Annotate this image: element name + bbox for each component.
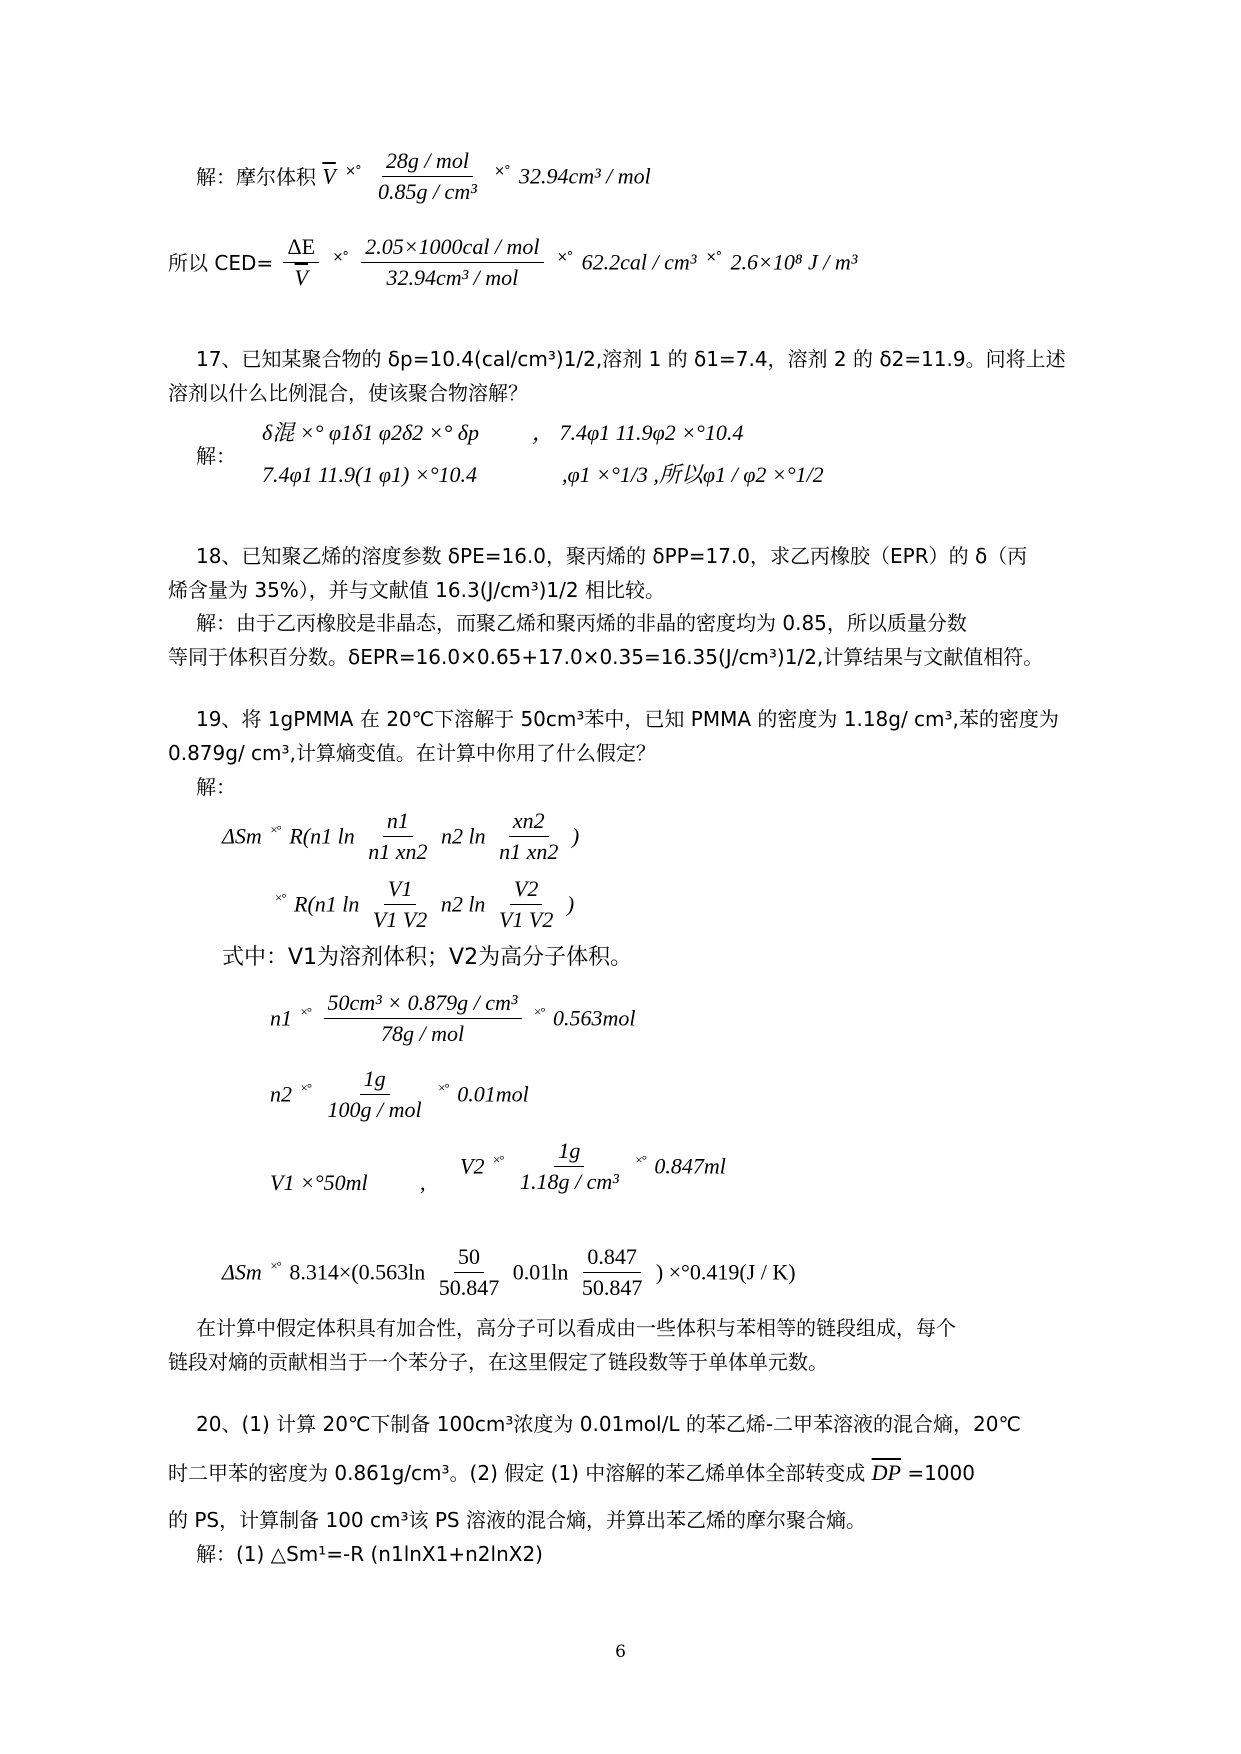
n1-equation xyxy=(270,990,636,1048)
fraction-numerator: V1 xyxy=(384,876,416,905)
equals-glyph: ×° xyxy=(300,1003,312,1019)
final-fraction-2 xyxy=(578,1244,647,1302)
q20-line-1: 20、(1) 计算 20℃下制备 100cm³浓度为 0.01mol/L 的苯乙烯-二甲苯溶液的混合熵，20℃ xyxy=(196,1412,1021,1436)
q18-line-2: 烯含量为 35%），并与文献值 16.3(J/cm³)1/2 相比较。 xyxy=(168,578,665,602)
equals-glyph: ×° xyxy=(270,1257,281,1273)
volume-fraction-2 xyxy=(495,876,557,934)
q20-line-3: 的 PS，计算制备 100 cm³该 PS 溶液的混合熵，并算出苯乙烯的摩尔聚合熵。 xyxy=(168,1508,866,1532)
fraction-numerator: 1g xyxy=(360,1066,390,1095)
molar-volume-result: 32.94cm³ / mol xyxy=(518,163,651,189)
n2-fraction xyxy=(324,1066,426,1124)
q17-line-2: 溶剂以什么比例混合，使该聚合物溶解？ xyxy=(168,381,528,405)
equals-glyph: ×° xyxy=(534,1003,545,1019)
final-fraction-1 xyxy=(435,1244,504,1302)
mole-fraction-2 xyxy=(495,808,562,866)
fraction-numerator: ΔE xyxy=(283,234,319,263)
ced-result-1: 62.2cal / cm³ xyxy=(581,249,697,275)
equals-glyph: ×° xyxy=(270,821,281,837)
q20-line-2-tail: =1000 xyxy=(907,1461,975,1485)
fraction-denominator: 50.847 xyxy=(438,1275,500,1301)
ced-prefix: 所以 CED= xyxy=(168,250,274,275)
q20-line-4: 解：(1) △Sm¹=-R (n1lnX1+n2lnX2) xyxy=(196,1542,543,1566)
fraction-denominator: V xyxy=(294,265,308,291)
formula-mid: n2 ln xyxy=(441,823,486,849)
fraction-numerator: 1g xyxy=(554,1138,584,1167)
ced-line xyxy=(168,234,857,292)
fraction-denominator: 50.847 xyxy=(581,1275,643,1301)
n2-result: 0.01mol xyxy=(457,1081,529,1107)
delta-s-symbol: ΔSm xyxy=(222,1259,262,1285)
fraction-denominator: V1 V2 xyxy=(372,907,428,933)
equals-glyph: ×° xyxy=(332,249,348,265)
delta-s-symbol: ΔSm xyxy=(222,823,262,849)
n2-equation xyxy=(270,1066,529,1124)
v2-label: V2 xyxy=(460,1153,485,1179)
final-mid: 0.01ln xyxy=(512,1259,569,1285)
equals-glyph: ×° xyxy=(492,1151,504,1167)
equals-glyph: ×° xyxy=(494,163,510,179)
fraction-numerator: xn2 xyxy=(509,808,549,837)
equals-glyph: ×° xyxy=(275,889,286,905)
fraction-numerator: 50 xyxy=(454,1244,484,1273)
sol17-label: 解： xyxy=(196,444,236,468)
sol17-row-2b: ,φ1 ×°1/3 ,所以φ1 / φ2 ×°1/2 xyxy=(562,462,824,487)
q19-line-3: 解： xyxy=(196,775,236,799)
fraction-numerator: 50cm³ × 0.879g / cm³ xyxy=(324,990,522,1019)
equals-glyph: ×° xyxy=(300,1079,312,1095)
v-comma: , xyxy=(420,1170,426,1195)
formula-close: ) xyxy=(566,891,575,917)
q19-line-1: 19、将 1gPMMA 在 20℃下溶解于 50cm³苯中，已知 PMMA 的密度为 1.18g/ cm³,苯的密度为 xyxy=(196,707,1059,731)
entropy-formula-row-1 xyxy=(222,808,579,866)
fraction-numerator: n1 xyxy=(383,808,413,837)
fraction-numerator: 0.847 xyxy=(583,1244,641,1273)
molar-volume-prefix: 解：摩尔体积 xyxy=(196,164,316,189)
fraction-denominator: 0.85g / cm³ xyxy=(377,179,477,205)
molar-volume-line xyxy=(196,148,651,206)
formula-mid: n2 ln xyxy=(440,891,486,917)
v-bar: $\overline{V}$ xyxy=(322,163,336,189)
q18-line-4: 等同于体积百分数。δEPR=16.0×0.65+17.0×0.35=16.35(J/cm³)1/2,计算结果与文献值相符。 xyxy=(168,645,1044,669)
formula-lead: R(n1 ln xyxy=(289,823,355,849)
equals-glyph: ×° xyxy=(556,249,573,265)
equals-glyph: ×° xyxy=(705,249,722,265)
n1-result: 0.563mol xyxy=(553,1005,636,1031)
fraction-denominator: 78g / mol xyxy=(380,1021,465,1047)
v2-equation xyxy=(460,1138,726,1196)
fraction-numerator: V2 xyxy=(510,876,542,905)
q20-line-2 xyxy=(168,1460,975,1486)
sol17-row-1b: ， 7.4φ1 11.9φ2 ×°10.4 xyxy=(532,420,744,445)
formula-close: ) xyxy=(571,823,580,849)
where-clause: 式中：V1为溶剂体积；V2为高分子体积。 xyxy=(222,945,633,970)
fraction-denominator: V1 V2 xyxy=(498,907,554,933)
fraction-denominator: n1 xn2 xyxy=(499,839,559,865)
v1-equation: V1 ×°50ml xyxy=(270,1170,368,1195)
ced-result-2: 2.6×10⁸ J / m³ xyxy=(730,249,858,275)
equals-glyph: ×° xyxy=(438,1079,449,1095)
n1-label: n1 xyxy=(270,1005,292,1031)
assumption-line-1: 在计算中假定体积具有加合性，高分子可以看成由一些体积与苯相等的链段组成，每个 xyxy=(196,1316,956,1340)
mole-fraction-1 xyxy=(364,808,431,866)
q18-line-3: 解：由于乙丙橡胶是非晶态，而聚乙烯和聚丙烯的非晶的密度均为 0.85，所以质量分数 xyxy=(196,611,967,635)
q18-line-1: 18、已知聚乙烯的溶度参数 δPE=16.0，聚丙烯的 δPP=17.0，求乙丙橡胶（EPR）的 δ（丙 xyxy=(196,544,1028,568)
equals-glyph: ×° xyxy=(345,163,361,179)
ced-fraction-1 xyxy=(283,234,319,292)
fraction-denominator: 32.94cm³ / mol xyxy=(386,265,519,291)
final-result: ) ×°0.419(J / K) xyxy=(655,1259,796,1285)
v2-result: 0.847ml xyxy=(654,1153,726,1179)
q20-line-2-text: 时二甲苯的密度为 0.861g/cm³。(2) 假定 (1) 中溶解的苯乙烯单体全部转变成 xyxy=(168,1461,866,1485)
n2-label: n2 xyxy=(270,1081,292,1107)
formula-lead: R(n1 ln xyxy=(294,891,360,917)
fraction-denominator: n1 xn2 xyxy=(368,839,428,865)
fraction-numerator: 2.05×1000cal / mol xyxy=(361,234,543,263)
fraction-denominator: 100g / mol xyxy=(327,1097,422,1123)
dp-symbol: $\overline{DP}$ xyxy=(871,1460,901,1485)
q19-line-2: 0.879g/ cm³,计算熵变值。在计算中你用了什么假定？ xyxy=(168,741,656,765)
entropy-formula-row-2 xyxy=(272,876,574,934)
n1-fraction xyxy=(324,990,522,1048)
sol17-row-1a: δ混 ×° φ1δ1 φ2δ2 ×° δp xyxy=(262,420,480,445)
final-lead: 8.314×(0.563ln xyxy=(289,1259,426,1285)
entropy-result xyxy=(222,1244,796,1302)
page-number: 6 xyxy=(615,1642,626,1662)
fraction-numerator: 28g / mol xyxy=(382,148,473,177)
v2-fraction xyxy=(516,1138,623,1196)
ced-fraction-2 xyxy=(361,234,543,292)
q17-line-1: 17、已知某聚合物的 δp=10.4(cal/cm³)1/2,溶剂 1 的 δ1=7.4，溶剂 2 的 δ2=11.9。问将上述 xyxy=(196,347,1066,371)
equals-glyph: ×° xyxy=(635,1151,646,1167)
volume-fraction-1 xyxy=(369,876,431,934)
fraction-denominator: 1.18g / cm³ xyxy=(519,1169,619,1195)
molar-volume-fraction xyxy=(374,148,481,206)
assumption-line-2: 链段对熵的贡献相当于一个苯分子，在这里假定了链段数等于单体单元数。 xyxy=(168,1350,828,1374)
sol17-row-2a: 7.4φ1 11.9(1 φ1) ×°10.4 xyxy=(262,462,478,487)
